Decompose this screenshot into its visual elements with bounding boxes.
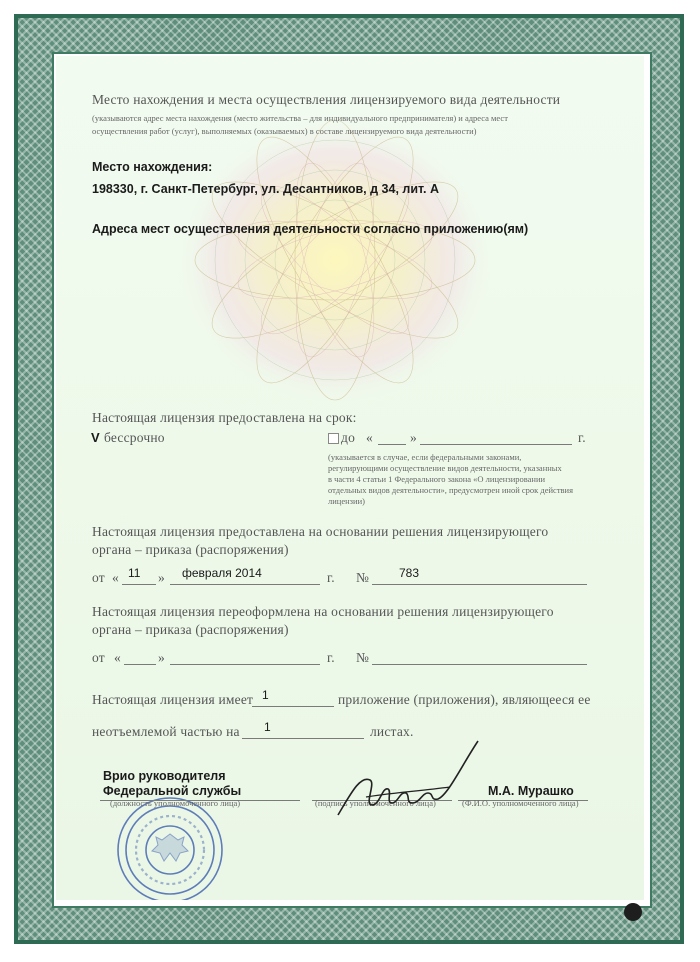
reissue-number-sign: № bbox=[356, 650, 370, 665]
reissue-number-line bbox=[372, 664, 587, 665]
reissue-quote-close: » bbox=[158, 650, 165, 665]
location-note-line2: осуществления работ (услуг), выполняемых (оказываемых) в составе лицензируемого вида деятельности) bbox=[92, 126, 477, 136]
until-month-line bbox=[420, 444, 572, 445]
term-note-line5: лицензии) bbox=[328, 496, 365, 506]
decision-line2: органа – приказа (распоряжения) bbox=[92, 542, 289, 557]
location-label: Место нахождения: bbox=[92, 160, 213, 174]
handwritten-signature-icon bbox=[330, 735, 490, 825]
appendix-line1-suffix: приложение (приложения), являющееся ее bbox=[338, 692, 591, 707]
until-quote-open: « bbox=[366, 430, 373, 445]
appendix-sheets: 1 bbox=[264, 720, 271, 734]
decision-month-year: февраля 2014 bbox=[182, 566, 262, 580]
decision-line1: Настоящая лицензия предоставлена на основании решения лицензирующего bbox=[92, 524, 549, 539]
decision-day-line bbox=[122, 584, 156, 585]
decision-day: 11 bbox=[128, 566, 141, 580]
appendix-line1-prefix: Настоящая лицензия имеет bbox=[92, 692, 254, 707]
decision-month-line bbox=[170, 584, 320, 585]
until-checkbox bbox=[328, 433, 339, 444]
decision-quote-open: « bbox=[112, 570, 119, 585]
decision-number-sign: № bbox=[356, 570, 370, 585]
unlimited-label: бессрочно bbox=[104, 430, 165, 445]
appendix-line2-prefix: неотъемлемой частью на bbox=[92, 724, 240, 739]
decision-quote-close: » bbox=[158, 570, 165, 585]
decision-from-label: от bbox=[92, 570, 105, 585]
decision-number: 783 bbox=[399, 566, 420, 580]
reissue-year-suffix: г. bbox=[327, 650, 335, 665]
appendix-count: 1 bbox=[262, 688, 269, 702]
position-line1: Врио руководителя bbox=[103, 769, 226, 783]
decision-year-suffix: г. bbox=[327, 570, 335, 585]
until-quote-close: » bbox=[410, 430, 417, 445]
signatory-name: М.А. Мурашко bbox=[488, 784, 574, 798]
name-caption: (Ф.И.О. уполномоченного лица) bbox=[462, 798, 579, 808]
hole-punch-icon bbox=[624, 903, 642, 921]
reissue-month-line bbox=[170, 664, 320, 665]
appendix-line2-suffix: листах. bbox=[370, 724, 414, 739]
location-note-line1: (указываются адрес места нахождения (место жительства – для индивидуального предпринимателя) и адреса мест bbox=[92, 113, 508, 123]
until-year-suffix: г. bbox=[578, 430, 586, 445]
term-heading: Настоящая лицензия предоставлена на срок: bbox=[92, 410, 357, 425]
location-address: 198330, г. Санкт-Петербург, ул. Десантников, д 34, лит. А bbox=[92, 182, 440, 196]
position-caption: (должность уполномоченного лица) bbox=[110, 798, 241, 808]
term-note-line3: в части 4 статьи 1 Федерального закона «О лицензировании bbox=[328, 474, 546, 484]
checkmark: V bbox=[91, 430, 100, 445]
signature-caption: (подпись уполномоченного лица) bbox=[315, 798, 436, 808]
activity-addresses: Адреса мест осуществления деятельности согласно приложению(ям) bbox=[92, 222, 529, 236]
until-day-line bbox=[378, 444, 406, 445]
location-heading: Место нахождения и места осуществления лицензируемого вида деятельности bbox=[92, 92, 561, 107]
guilloche-rosette-icon bbox=[170, 110, 500, 410]
term-note-line4: отдельных видов деятельности», предусмотрен иной срок действия bbox=[328, 485, 574, 495]
decision-number-line bbox=[372, 584, 587, 585]
term-note-line1: (указывается в случае, если федеральными законами, bbox=[328, 452, 522, 462]
until-label: до bbox=[341, 430, 356, 445]
reissue-line2: органа – приказа (распоряжения) bbox=[92, 622, 289, 637]
appendix-count-line bbox=[252, 706, 334, 707]
term-note-line2: регулирующими осуществление видов деятельности, указанных bbox=[328, 463, 562, 473]
position-line2: Федеральной службы bbox=[103, 784, 242, 798]
reissue-line1: Настоящая лицензия переоформлена на основании решения лицензирующего bbox=[92, 604, 554, 619]
reissue-quote-open: « bbox=[114, 650, 121, 665]
reissue-day-line bbox=[124, 664, 156, 665]
reissue-from-label: от bbox=[92, 650, 105, 665]
